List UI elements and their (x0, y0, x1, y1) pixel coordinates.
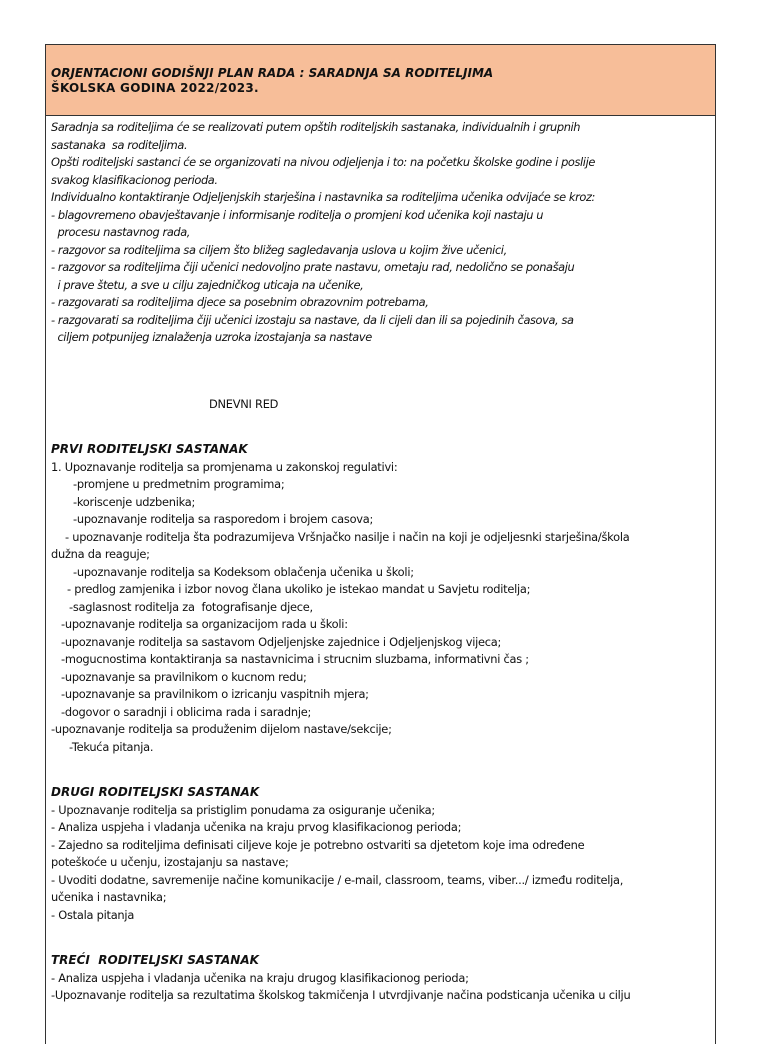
intro-line: - razgovarati sa roditeljima djece sa posebnim obrazovnim potrebama, (51, 295, 429, 309)
list-item: -upoznavanje roditelja sa sastavom Odjeljenjske zajednice i Odjeljenjskog vijeca; (61, 634, 502, 649)
list-item: - Analiza uspjeha i vladanja učenika na kraju drugog klasifikacionog perioda; (51, 970, 469, 985)
table-header (46, 45, 715, 116)
intro-line: - razgovor sa roditeljima sa ciljem što bližeg sagledavanja uslova u kojim žive učenici, (51, 242, 507, 257)
intro-line: procesu nastavnog rada, (51, 225, 191, 239)
list-item: -saglasnost roditelja za fotografisanje djece, (69, 599, 313, 614)
list-item: -upoznavanje roditelja sa Kodeksom oblačenja učenika u školi; (73, 564, 414, 579)
list-item: dužna da reaguje; (51, 547, 150, 561)
list-item: - upoznavanje roditelja šta podrazumijeva Vršnjačko nasilje i način na koji je odjeljesnki starješina/škola (65, 529, 630, 544)
list-item: -upoznavanje roditelja sa rasporedom i brojem casova; (73, 512, 374, 526)
third-meeting-items (51, 970, 709, 1005)
list-item: - Zajedno sa roditeljima definisati ciljeve koje je potrebno ostvariti sa djetetom koje ima određene (51, 837, 585, 852)
list-item: -upoznavanje roditelja sa organizacijom rada u školi: (61, 617, 348, 631)
list-item: -koriscenje udzbenika; (73, 494, 196, 509)
table-body (46, 116, 715, 1005)
list-item: -upoznavanje sa pravilnikom o kucnom redu; (61, 669, 307, 684)
intro-line: sastanaka sa roditeljima. (51, 137, 188, 152)
first-meeting-title: PRVI RODITELJSKI SASTANAK (51, 442, 248, 456)
list-item: - Upoznavanje roditelja sa pristiglim ponudama za osiguranje učenika; (51, 802, 435, 817)
list-item: -Tekuća pitanja. (69, 739, 154, 754)
list-item: -upoznavanje sa pravilnikom o izricanju vaspitnih mjera; (61, 687, 369, 701)
list-item: -promjene u predmetnim programima; (73, 477, 285, 491)
intro-line: Opšti roditeljski sastanci će se organizovati na nivou odjeljenja i to: na početku školske godine i poslije (51, 155, 595, 169)
intro-line: - razgovor sa roditeljima čiji učenici nedovoljno prate nastavu, ometaju rad, nedolično se ponašaju (51, 260, 575, 274)
second-meeting-items (51, 802, 709, 925)
school-year: ŠKOLSKA GODINA 2022/2023. (51, 81, 259, 95)
intro-line: - blagovremeno obavještavanje i informisanje roditelja o promjeni kod učenika koji nastaju u (51, 207, 544, 222)
second-meeting-title: DRUGI RODITELJSKI SASTANAK (51, 785, 260, 799)
intro-line: Individualno kontaktiranje Odjeljenjskih starješina i nastavnika sa roditeljima učenika odvijaće se kroz: (51, 190, 595, 204)
document-title: ORJENTACIONI GODIŠNJI PLAN RADA : SARADNJA SA RODITELJIMA (51, 66, 494, 80)
intro-line: Saradnja sa roditeljima će se realizovati putem opštih roditeljskih sastanaka, individualnih i grupnih (51, 120, 581, 134)
list-item: -dogovor o saradnji i oblicima rada i saradnje; (61, 704, 312, 719)
list-item: - Analiza uspjeha i vladanja učenika na kraju prvog klasifikacionog perioda; (51, 820, 462, 834)
agenda-heading: DNEVNI RED (209, 396, 279, 411)
intro-line: i prave štetu, a sve u cilju zajedničkog uticaja na učenike, (51, 277, 364, 292)
list-item: 1. Upoznavanje roditelja sa promjenama u zakonskoj regulativi: (51, 459, 398, 474)
list-item: -mogucnostima kontaktiranja sa nastavnicima i strucnim sluzbama, informativni čas ; (61, 652, 529, 666)
intro-line: svakog klasifikacionog perioda. (51, 172, 218, 187)
first-meeting-items (51, 459, 709, 757)
intro-section (51, 119, 709, 347)
list-item: - predlog zamjenika i izbor novog člana ukoliko je istekao mandat u Savjetu roditelja; (67, 582, 531, 596)
list-item: - Ostala pitanja (51, 907, 135, 922)
third-meeting-title: TREĆI RODITELJSKI SASTANAK (51, 953, 259, 967)
intro-line: ciljem potpunijeg iznalaženja uzroka izostajanja sa nastave (51, 330, 372, 344)
list-item: - Uvoditi dodatne, savremenije načine komunikacije / e-mail, classroom, teams, viber.../ između roditelja, (51, 872, 624, 887)
list-item: -Upoznavanje roditelja sa rezultatima školskog takmičenja I utvrdjivanje načina podsticanja učenika u cilju (51, 988, 631, 1002)
intro-line: - razgovarati sa roditeljima čiji učenici izostaju sa nastave, da li cijeli dan ili sa pojedinih časova, sa (51, 312, 574, 327)
list-item: učenika i nastavnika; (51, 890, 167, 904)
plan-table (45, 44, 716, 1044)
list-item: poteškoće u učenju, izostajanju sa nastave; (51, 855, 289, 869)
list-item: -upoznavanje roditelja sa produženim dijelom nastave/sekcije; (51, 722, 392, 736)
